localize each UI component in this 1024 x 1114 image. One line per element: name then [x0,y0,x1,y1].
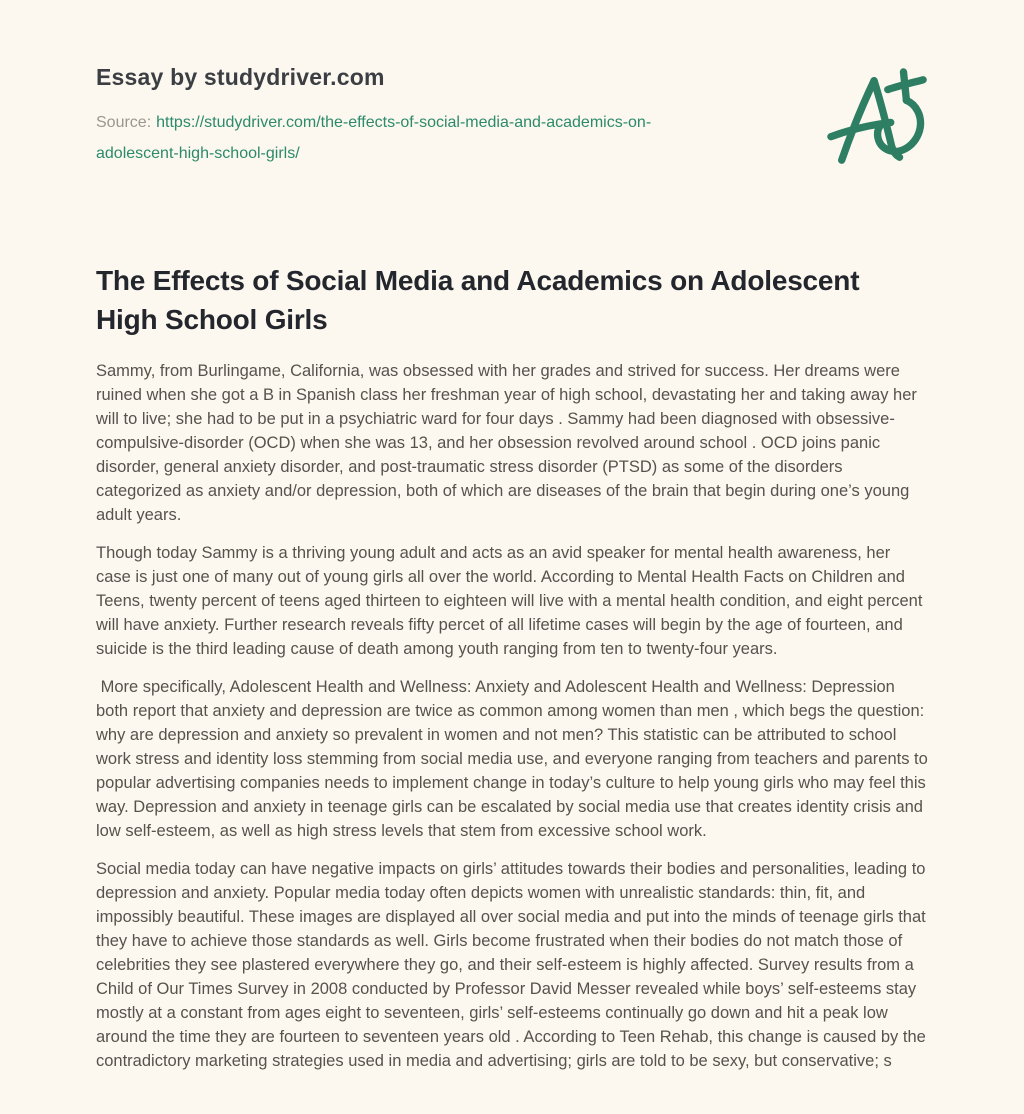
essay-paragraph-4: Social media today can have negative impacts on girls’ attitudes towards their bodies and personalities, leading to depression and anxiety. Popular media today often depicts women with unrealistic standards: thin, fit, and impossibly beautiful. These images are displayed all over social media and put into the minds of teenage girls that they have to achieve those standards as well. Girls become frustrated when their bodies do not match those of celebrities they see plastered everywhere they go, and their self-esteem is highly affected. Survey results from a Child of Our Times Survey in 2008 conducted by Professor David Messer revealed while boys’ self-esteems stay mostly at a constant from ages eight to seventeen, girls’ self-esteems continually go down and hit a peak low around the time they are fourteen to seventeen years old . According to Teen Rehab, this change is caused by the contradictory marketing strategies used in media and advertising; girls are told to be sexy, but conservative; s [96,860,926,1070]
source-line [96,107,698,169]
source-label: Source: [96,114,152,131]
essay-paragraph-2: Though today Sammy is a thriving young adult and acts as an avid speaker for mental health awareness, her case is just one of many out of young girls all over the world. According to Mental Health Facts on Children and Teens, twenty percent of teens aged thirteen to eighteen will live with a mental health condition, and eight percent will have anxiety. Further research reveals fifty percet of all lifetime cases will begin by the age of fourteen, and suicide is the third leading cause of death among youth ranging from ten to twenty-four years. [96,544,923,658]
essay-title: The Effects of Social Media and Academics on Adolescent High School Girls [96,265,860,335]
header-title: Essay by studydriver.com [96,64,385,90]
essay-paragraph-3: More specifically, Adolescent Health and Wellness: Anxiety and Adolescent Health and Wellness: Depression both report that anxiety and depression are twice as common among women than men , which begs the question: why are depression and anxiety so prevalent in women and not men? This statistic can be attributed to school work stress and identity loss stemming from social media use, and everyone ranging from teachers and parents to popular advertising companies needs to implement change in today’s culture to help young girls who may feel this way. Depression and anxiety in teenage girls can be escalated by social media use that creates identity crisis and low self-esteem, as well as high stress levels that stem from excessive school work. [96,678,928,840]
logo-a-left-stroke [842,81,874,160]
a-plus-grade-icon [826,68,928,170]
content-column [96,0,928,1087]
page-header [96,0,928,169]
logo-plus-horizontal [888,80,923,90]
essay-paragraph-1: Sammy, from Burlingame, California, was obsessed with her grades and strived for success. Her dreams were ruined when she got a B in Spanish class her freshman year of high school, devastating her and taking away her will to live; she had to be put in a psychiatric ward for four days . Sammy had been diagnosed with obsessive-compulsive-disorder (OCD) when she was 13, and her obsession revolved around school . OCD joins panic disorder, general anxiety disorder, and post-traumatic stress disorder (PTSD) as some of the disorders categorized as anxiety and/or depression, both of which are diseases of the brain that begin during one’s young adult years. [96,362,917,524]
source-link[interactable]: https://studydriver.com/the-effects-of-social-media-and-academics-on-adolescent-high-school-girls/ [96,114,652,162]
essay-main [96,261,928,1073]
essay-body [96,359,928,1073]
studydriver-logo [826,68,928,170]
